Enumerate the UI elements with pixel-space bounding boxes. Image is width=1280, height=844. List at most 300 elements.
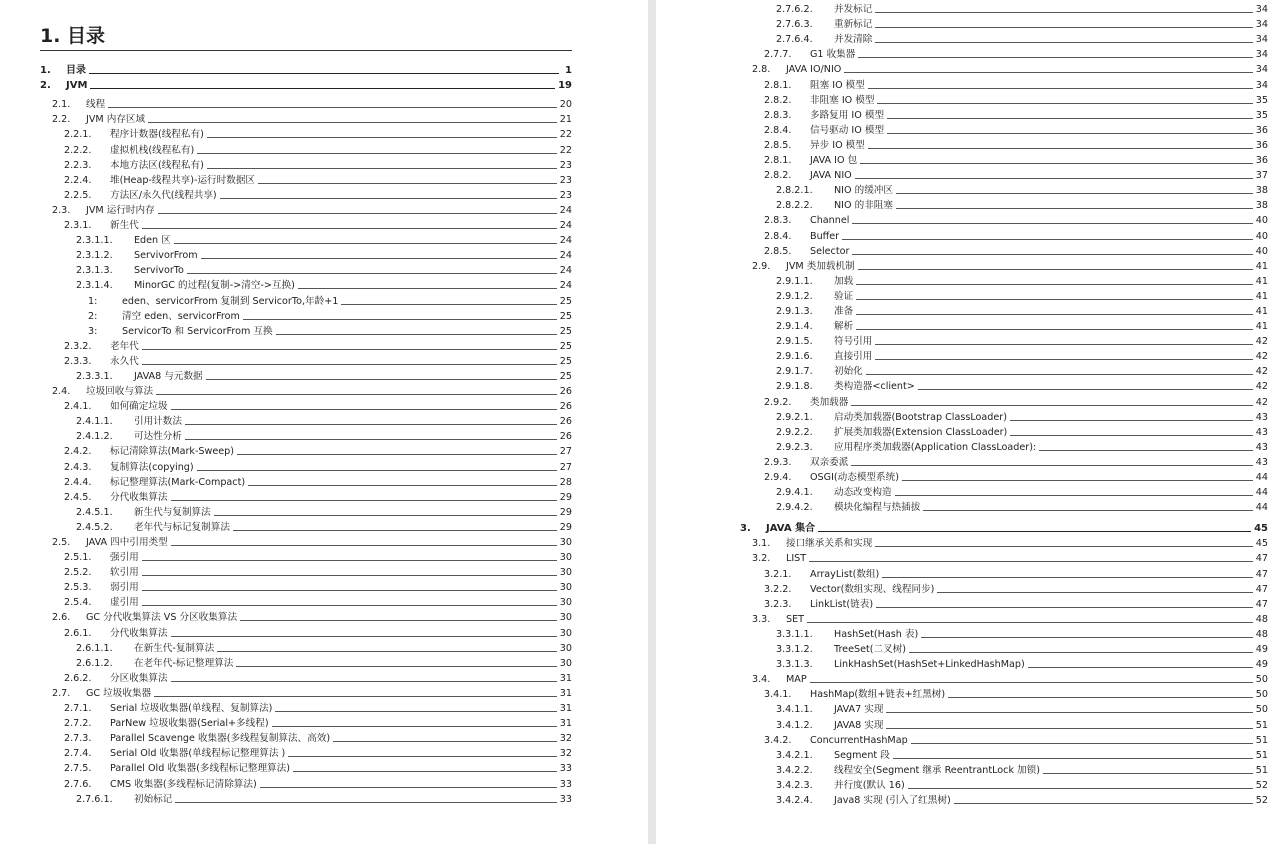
- toc-leader-line: [856, 299, 1253, 300]
- toc-leader-line: [108, 107, 557, 108]
- toc-entry[interactable]: [740, 30, 1268, 45]
- toc-entry-title: GC 分代收集算法 VS 分区收集算法: [86, 612, 238, 624]
- toc-entry-page-number: 1: [565, 65, 572, 77]
- toc-entry[interactable]: [40, 61, 572, 76]
- toc-entry[interactable]: [740, 791, 1268, 806]
- toc-entry[interactable]: [740, 242, 1268, 257]
- toc-leader-line: [866, 374, 1253, 375]
- toc-entry[interactable]: [740, 0, 1268, 15]
- toc-entry-title: JAVA8 与元数据: [134, 370, 203, 382]
- toc-entry[interactable]: [740, 685, 1268, 700]
- toc-entry[interactable]: [40, 669, 572, 684]
- toc-entry-title: Parallel Old 收集器(多线程标记整理算法): [110, 763, 290, 775]
- toc-entry[interactable]: [40, 503, 572, 518]
- toc-entry-number: 2.9.1.2.: [776, 290, 813, 302]
- toc-entry-page-number: 40: [1255, 215, 1268, 227]
- toc-entry[interactable]: [740, 166, 1268, 181]
- toc-leader-line: [875, 344, 1252, 345]
- toc-entry[interactable]: [740, 332, 1268, 347]
- toc-entry[interactable]: [40, 140, 572, 155]
- toc-leader-line: [171, 500, 557, 501]
- toc-entry-number: 2.9.4.: [764, 472, 792, 483]
- toc-entry-number: 2.4.1.: [64, 401, 92, 413]
- toc-entry[interactable]: [40, 307, 572, 322]
- toc-entry-number: 2.8.2.1.: [776, 185, 813, 197]
- toc-entry[interactable]: [40, 608, 572, 623]
- toc-entry-page-number: 25: [559, 355, 572, 367]
- toc-leader-line: [921, 637, 1253, 638]
- toc-entry-page-number: 30: [559, 642, 572, 654]
- toc-entry-number: 3.3.: [752, 613, 771, 625]
- toc-entry[interactable]: [740, 549, 1268, 564]
- toc-entry-number: 2.5.2.: [64, 567, 92, 579]
- toc-list-left: [40, 61, 572, 805]
- toc-entry[interactable]: [40, 291, 572, 306]
- toc-entry-page-number: 42: [1255, 351, 1268, 363]
- toc-entry[interactable]: [740, 670, 1268, 685]
- toc-entry-page-number: 24: [559, 280, 572, 292]
- toc-entry[interactable]: [740, 700, 1268, 715]
- toc-entry-page-number: 25: [559, 295, 572, 307]
- toc-leader-line: [248, 485, 557, 486]
- toc-leader-line: [1028, 667, 1253, 668]
- toc-entry-title: ArrayList(数组): [810, 568, 880, 580]
- toc-entry[interactable]: [40, 548, 572, 563]
- toc-entry[interactable]: [740, 483, 1268, 498]
- toc-entry-title: Serial Old 收集器(单线程标记整理算法 ): [110, 748, 286, 760]
- toc-entry-title: 垃圾回收与算法: [86, 386, 154, 398]
- toc-entry[interactable]: [40, 790, 572, 805]
- toc-entry[interactable]: [40, 246, 572, 261]
- toc-entry-page-number: 51: [1255, 764, 1268, 776]
- toc-entry[interactable]: [40, 95, 572, 110]
- toc-entry-number: 3.4.1.1.: [776, 704, 813, 716]
- toc-entry-number: 2.7.7.: [764, 49, 792, 61]
- toc-entry[interactable]: [740, 610, 1268, 625]
- toc-entry-number: 2.8.: [752, 64, 771, 76]
- toc-entry[interactable]: [740, 625, 1268, 640]
- toc-entry-number: 2.9.1.3.: [776, 305, 813, 317]
- toc-entry[interactable]: [740, 595, 1268, 610]
- toc-entry[interactable]: [740, 287, 1268, 302]
- toc-leader-line: [175, 802, 556, 803]
- toc-entry[interactable]: [740, 211, 1268, 226]
- toc-entry-number: 2.8.5.: [764, 245, 792, 257]
- toc-entry[interactable]: [740, 423, 1268, 438]
- toc-entry[interactable]: [40, 276, 572, 291]
- toc-entry-page-number: 32: [559, 748, 572, 760]
- toc-entry-title: 本地方法区(线程私有): [110, 159, 204, 171]
- toc-entry[interactable]: [740, 60, 1268, 75]
- toc-entry[interactable]: [740, 121, 1268, 136]
- toc-entry-title: 分区收集算法: [110, 672, 168, 684]
- toc-entry-page-number: 50: [1255, 689, 1268, 701]
- toc-entry-number: 3.4.2.: [764, 734, 792, 746]
- toc-entry[interactable]: [40, 125, 572, 140]
- toc-entry[interactable]: [40, 442, 572, 457]
- toc-leader-line: [1039, 450, 1253, 451]
- toc-entry[interactable]: [740, 534, 1268, 549]
- toc-entry-number: 2.4.5.: [64, 491, 92, 503]
- toc-entry-number: 2.5.: [52, 537, 71, 548]
- toc-entry-page-number: 25: [559, 370, 572, 382]
- toc-entry[interactable]: [740, 438, 1268, 453]
- toc-entry-title: SET: [786, 613, 805, 625]
- toc-leader-line: [142, 364, 557, 365]
- toc-entry-number: 2.9.1.6.: [776, 351, 813, 363]
- toc-entry-number: 2.2.: [52, 114, 71, 126]
- toc-leader-line: [90, 88, 555, 89]
- toc-entry-title: NIO 的缓冲区: [834, 185, 893, 197]
- toc-entry-title: 接口继承关系和实现: [786, 538, 873, 550]
- toc-entry-number: 3.3.1.2.: [776, 644, 813, 656]
- toc-entry-page-number: 24: [559, 204, 572, 216]
- toc-entry-title: Eden 区: [134, 235, 171, 247]
- toc-entry-number: 2.7.: [52, 687, 71, 699]
- toc-entry-page-number: 44: [1255, 472, 1268, 483]
- toc-entry-number: 2.1.: [52, 99, 71, 111]
- toc-entry-number: 2.8.2.2.: [776, 200, 813, 212]
- toc-list-right: [740, 0, 1268, 806]
- toc-entry-page-number: 24: [559, 265, 572, 277]
- toc-entry[interactable]: [40, 533, 572, 548]
- toc-leader-line: [896, 193, 1253, 194]
- toc-entry-number: 2.3.3.1.: [76, 370, 113, 382]
- toc-entry[interactable]: [40, 473, 572, 488]
- toc-entry[interactable]: [40, 714, 572, 729]
- toc-entry[interactable]: [740, 655, 1268, 670]
- toc-entry-page-number: 44: [1255, 502, 1268, 514]
- toc-leader-line: [142, 228, 557, 229]
- toc-entry[interactable]: [40, 216, 572, 231]
- toc-entry[interactable]: [40, 457, 572, 472]
- toc-entry-title: 软引用: [110, 567, 139, 579]
- toc-entry[interactable]: [740, 761, 1268, 776]
- toc-entry[interactable]: [740, 257, 1268, 272]
- toc-leader-line: [851, 465, 1252, 466]
- toc-entry-number: 2.9.2.: [764, 396, 792, 408]
- toc-leader-line: [887, 118, 1253, 119]
- toc-entry-page-number: 31: [559, 672, 572, 684]
- toc-leader-line: [809, 561, 1253, 562]
- toc-entry[interactable]: [40, 397, 572, 412]
- toc-entry-page-number: 38: [1255, 200, 1268, 212]
- toc-leader-line: [142, 605, 557, 606]
- toc-entry[interactable]: [40, 488, 572, 503]
- toc-entry-title: 加载: [834, 275, 854, 287]
- toc-leader-line: [856, 329, 1253, 330]
- toc-entry-number: 2.4.2.: [64, 446, 92, 458]
- toc-entry-title: 模块化编程与热插拔: [834, 502, 921, 514]
- toc-entry-page-number: 30: [559, 537, 572, 548]
- toc-entry-title: JAVA NIO: [810, 170, 852, 182]
- toc-entry-title: 方法区/永久代(线程共享): [110, 189, 217, 201]
- toc-entry-title: 可达性分析: [134, 431, 182, 443]
- toc-entry-page-number: 34: [1255, 19, 1268, 31]
- toc-entry-title: ConcurrentHashMap: [810, 734, 908, 746]
- toc-leader-line: [206, 379, 557, 380]
- toc-entry-title: GC 垃圾收集器: [86, 687, 152, 699]
- toc-leader-line: [868, 88, 1253, 89]
- toc-entry-number: 2.3.3.: [64, 355, 92, 367]
- toc-entry[interactable]: [740, 377, 1268, 392]
- toc-entry-number: 2.6.2.: [64, 672, 92, 684]
- toc-leader-line: [233, 530, 557, 531]
- toc-entry-number: 3.4.2.4.: [776, 794, 813, 806]
- toc-entry[interactable]: [740, 302, 1268, 317]
- toc-entry-number: 2.9.1.8.: [776, 381, 813, 393]
- toc-entry[interactable]: [40, 563, 572, 578]
- toc-entry-number: 2.6.1.1.: [76, 642, 113, 654]
- toc-entry[interactable]: [740, 640, 1268, 655]
- toc-entry-page-number: 30: [559, 552, 572, 564]
- toc-entry-number: 2.7.6.3.: [776, 19, 813, 31]
- toc-leader-line: [142, 590, 557, 591]
- toc-entry-page-number: 31: [559, 718, 572, 730]
- toc-entry-title: LinkHashSet(HashSet+LinkedHashMap): [834, 659, 1025, 671]
- toc-entry[interactable]: [740, 468, 1268, 483]
- toc-entry[interactable]: [740, 151, 1268, 166]
- toc-entry-number: 2.9.1.5.: [776, 336, 813, 348]
- toc-entry[interactable]: [40, 337, 572, 352]
- toc-entry[interactable]: [740, 519, 1268, 534]
- toc-entry[interactable]: [40, 412, 572, 427]
- toc-entry-page-number: 52: [1255, 794, 1268, 806]
- toc-entry[interactable]: [40, 518, 572, 533]
- page-title: 1. 目录: [40, 24, 572, 51]
- toc-entry[interactable]: [740, 106, 1268, 121]
- toc-entry-title: 线程安全(Segment 继承 ReentrantLock 加锁): [834, 764, 1040, 776]
- toc-entry[interactable]: [740, 317, 1268, 332]
- toc-entry[interactable]: [740, 746, 1268, 761]
- toc-entry-page-number: 41: [1255, 321, 1268, 333]
- toc-leader-line: [171, 409, 557, 410]
- toc-entry-title: 并发标记: [834, 4, 873, 16]
- toc-entry-page-number: 42: [1255, 396, 1268, 408]
- toc-entry[interactable]: [40, 427, 572, 442]
- toc-entry[interactable]: [40, 729, 572, 744]
- toc-leader-line: [333, 741, 557, 742]
- toc-entry-page-number: 30: [559, 657, 572, 669]
- toc-leader-line: [293, 771, 557, 772]
- toc-leader-line: [217, 651, 557, 652]
- toc-entry[interactable]: [740, 580, 1268, 595]
- toc-entry-title: 非阻塞 IO 模型: [810, 94, 875, 106]
- toc-entry-number: 2.9.3.: [764, 456, 792, 468]
- toc-entry-page-number: 23: [559, 189, 572, 201]
- toc-entry-page-number: 38: [1255, 185, 1268, 197]
- toc-entry-page-number: 30: [559, 627, 572, 639]
- toc-leader-line: [896, 208, 1253, 209]
- toc-entry-title: 类构造器<client>: [834, 381, 915, 393]
- toc-leader-line: [236, 666, 556, 667]
- toc-entry[interactable]: [40, 654, 572, 669]
- toc-entry-page-number: 41: [1255, 290, 1268, 302]
- toc-entry-number: 3.4.: [752, 674, 771, 686]
- toc-entry-page-number: 45: [1254, 523, 1268, 535]
- toc-leader-line: [142, 560, 557, 561]
- toc-entry[interactable]: [40, 322, 572, 337]
- toc-leader-line: [185, 424, 557, 425]
- toc-leader-line: [1043, 773, 1253, 774]
- toc-entry-title: G1 收集器: [810, 49, 856, 61]
- toc-entry-title: 弱引用: [110, 582, 139, 594]
- toc-entry-page-number: 34: [1255, 79, 1268, 91]
- toc-leader-line: [842, 239, 1253, 240]
- toc-entry-title: 老年代: [110, 340, 139, 352]
- toc-entry-page-number: 33: [559, 793, 572, 805]
- toc-leader-line: [908, 788, 1253, 789]
- toc-entry-page-number: 21: [559, 114, 572, 126]
- toc-entry[interactable]: [40, 382, 572, 397]
- toc-leader-line: [882, 577, 1252, 578]
- toc-entry-title: 启动类加载器(Bootstrap ClassLoader): [834, 411, 1007, 423]
- toc-entry-title: 双亲委派: [810, 456, 849, 468]
- toc-entry[interactable]: [40, 171, 572, 186]
- toc-entry-title: JAVA7 实现: [834, 704, 884, 716]
- toc-entry-title: JVM 运行时内存: [86, 204, 155, 216]
- toc-entry-page-number: 22: [559, 129, 572, 141]
- toc-entry-number: 2:: [88, 310, 98, 322]
- toc-entry[interactable]: [740, 731, 1268, 746]
- toc-entry-title: 异步 IO 模型: [810, 139, 865, 151]
- toc-leader-line: [214, 515, 557, 516]
- toc-entry[interactable]: [40, 774, 572, 789]
- toc-entry-title: 符号引用: [834, 336, 873, 348]
- toc-entry[interactable]: [740, 272, 1268, 287]
- toc-entry-number: 3.3.1.3.: [776, 659, 813, 671]
- toc-leader-line: [207, 168, 557, 169]
- toc-entry-number: 3.4.2.3.: [776, 779, 813, 791]
- toc-leader-line: [856, 284, 1253, 285]
- toc-entry-page-number: 42: [1255, 366, 1268, 378]
- toc-leader-line: [886, 728, 1252, 729]
- toc-entry[interactable]: [740, 408, 1268, 423]
- toc-leader-line: [341, 304, 556, 305]
- toc-entry-number: 2.3.2.: [64, 340, 92, 352]
- toc-entry[interactable]: [740, 776, 1268, 791]
- toc-leader-line: [1010, 420, 1253, 421]
- toc-entry-page-number: 47: [1255, 553, 1268, 565]
- toc-entry-number: 2.9.1.4.: [776, 321, 813, 333]
- toc-entry[interactable]: [40, 201, 572, 216]
- toc-entry-page-number: 50: [1255, 674, 1268, 686]
- toc-entry[interactable]: [740, 45, 1268, 60]
- toc-leader-line: [876, 607, 1253, 608]
- toc-entry[interactable]: [740, 498, 1268, 513]
- toc-entry-title: 扩展类加载器(Extension ClassLoader): [834, 426, 1008, 438]
- toc-leader-line: [818, 531, 1251, 532]
- toc-entry-title: JAVA 集合: [766, 523, 816, 535]
- toc-entry[interactable]: [40, 744, 572, 759]
- toc-entry-title: 目录: [66, 65, 86, 77]
- toc-leader-line: [856, 314, 1253, 315]
- toc-entry-page-number: 47: [1255, 568, 1268, 580]
- toc-entry[interactable]: [740, 715, 1268, 730]
- toc-entry[interactable]: [40, 186, 572, 201]
- toc-entry[interactable]: [40, 759, 572, 774]
- toc-entry-title: 线程: [86, 99, 106, 111]
- toc-entry-number: 2.3.1.1.: [76, 235, 113, 247]
- toc-entry-page-number: 49: [1255, 659, 1268, 671]
- toc-entry-title: 阻塞 IO 模型: [810, 79, 865, 91]
- toc-entry-title: 虚拟机栈(线程私有): [110, 144, 195, 156]
- toc-entry-page-number: 29: [559, 521, 572, 533]
- toc-entry[interactable]: [740, 15, 1268, 30]
- toc-entry-title: 老年代与标记复制算法: [134, 521, 230, 533]
- toc-entry-number: 2.7.4.: [64, 748, 92, 760]
- toc-entry-number: 2.4.1.1.: [76, 416, 113, 428]
- toc-entry[interactable]: [40, 156, 572, 171]
- toc-entry[interactable]: [40, 578, 572, 593]
- toc-entry[interactable]: [40, 639, 572, 654]
- toc-entry[interactable]: [40, 76, 572, 91]
- toc-entry[interactable]: [40, 684, 572, 699]
- toc-entry-number: 2.2.5.: [64, 189, 92, 201]
- toc-entry-number: 2.9.: [752, 260, 771, 272]
- toc-leader-line: [197, 153, 557, 154]
- toc-entry[interactable]: [740, 136, 1268, 151]
- toc-entry-number: 2.8.4.: [764, 230, 792, 242]
- toc-entry[interactable]: [740, 347, 1268, 362]
- toc-entry-page-number: 27: [559, 461, 572, 473]
- toc-entry[interactable]: [740, 226, 1268, 241]
- toc-entry[interactable]: [740, 453, 1268, 468]
- toc-entry[interactable]: [740, 75, 1268, 90]
- toc-entry[interactable]: [740, 392, 1268, 407]
- toc-entry-page-number: 26: [559, 401, 572, 413]
- toc-entry[interactable]: [40, 261, 572, 276]
- toc-entry-number: 2.7.6.2.: [776, 4, 813, 16]
- toc-entry[interactable]: [740, 181, 1268, 196]
- toc-entry[interactable]: [40, 699, 572, 714]
- toc-entry-number: 2.7.5.: [64, 763, 92, 775]
- toc-entry-title: 程序计数器(线程私有): [110, 129, 204, 141]
- toc-leader-line: [852, 223, 1252, 224]
- toc-entry-page-number: 41: [1255, 305, 1268, 317]
- toc-leader-line: [1010, 435, 1252, 436]
- toc-entry[interactable]: [40, 352, 572, 367]
- toc-entry-page-number: 19: [558, 80, 572, 92]
- toc-entry[interactable]: [40, 623, 572, 638]
- toc-entry[interactable]: [40, 231, 572, 246]
- toc-entry-number: 2.7.2.: [64, 718, 92, 730]
- toc-entry-page-number: 51: [1255, 734, 1268, 746]
- toc-entry[interactable]: [40, 110, 572, 125]
- toc-leader-line: [185, 439, 557, 440]
- toc-entry-number: 2.3.1.: [64, 220, 92, 232]
- toc-entry-title: 信号驱动 IO 模型: [810, 124, 885, 136]
- toc-entry[interactable]: [740, 196, 1268, 211]
- toc-entry-number: 2.4.3.: [64, 461, 92, 473]
- toc-entry-title: ServivorFrom: [134, 250, 198, 262]
- toc-entry[interactable]: [40, 593, 572, 608]
- toc-entry-title: TreeSet(二叉树): [834, 644, 907, 656]
- toc-leader-line: [288, 756, 557, 757]
- toc-entry-number: 3:: [88, 325, 98, 337]
- toc-entry[interactable]: [40, 367, 572, 382]
- toc-entry-number: 2.9.4.1.: [776, 487, 813, 499]
- toc-entry[interactable]: [740, 91, 1268, 106]
- toc-entry-title: 堆(Heap-线程共享)-运行时数据区: [110, 174, 256, 186]
- toc-leader-line: [895, 495, 1253, 496]
- toc-entry-title: 强引用: [110, 552, 139, 564]
- toc-entry[interactable]: [740, 362, 1268, 377]
- toc-leader-line: [954, 803, 1253, 804]
- toc-entry-number: 2.2.4.: [64, 174, 92, 186]
- toc-entry[interactable]: [740, 564, 1268, 579]
- toc-leader-line: [860, 163, 1253, 164]
